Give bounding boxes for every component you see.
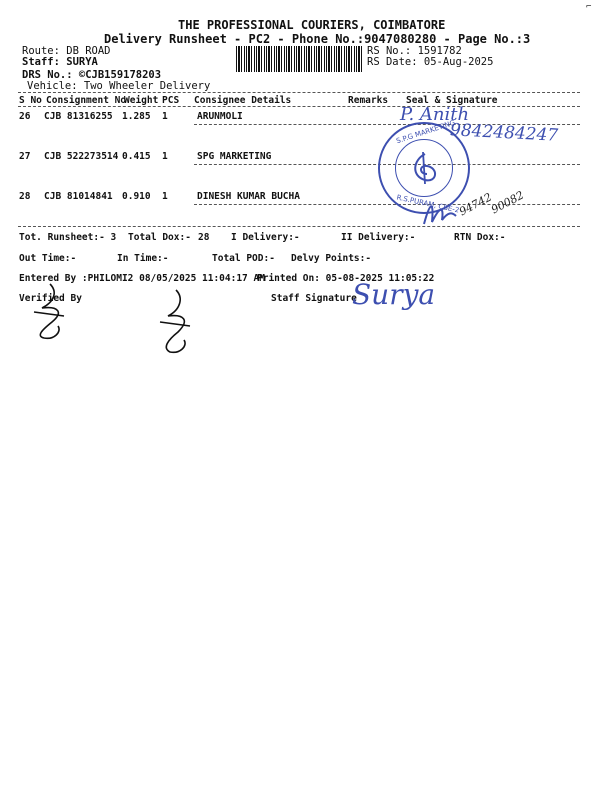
stamp-top-text: S.P.G MARKETING: [395, 118, 457, 146]
handwritten-phone-1: 9842484247: [449, 120, 559, 146]
route-label: Route: DB ROAD: [22, 45, 111, 57]
stamp-bottom-text: R.S.PURAM, CBE-2: [395, 193, 460, 215]
table-row-consignee: SPG MARKETING: [197, 151, 272, 162]
i-delivery: I Delivery:-: [231, 232, 300, 243]
table-row-consignee: DINESH KUMAR BUCHA: [197, 191, 300, 202]
table-row-pcs: 1: [162, 151, 168, 162]
table-row-pcs: 1: [162, 111, 168, 122]
staff-handwritten-signature: Surya: [352, 278, 436, 311]
table-row-sno: 27: [19, 151, 31, 162]
out-time: Out Time:-: [19, 253, 77, 264]
table-row-weight: 0.910: [122, 191, 151, 202]
col-seal: Seal & Signature: [406, 95, 498, 106]
staff-signature-label: Staff Signature: [271, 293, 357, 304]
ii-delivery: II Delivery:-: [341, 232, 416, 243]
table-row-pcs: 1: [162, 191, 168, 202]
col-remarks: Remarks: [348, 95, 389, 106]
total-dox-value: 28: [198, 232, 210, 243]
table-row-sno: 28: [19, 191, 31, 202]
col-consignee: Consignee Details: [194, 95, 292, 106]
table-row-consignment: CJB 81316255: [44, 111, 113, 122]
table-bottom-rule: [18, 226, 580, 227]
barcode: [236, 46, 362, 72]
table-row-consignment: CJB 522273514: [44, 151, 119, 162]
staff-label: Staff: SURYA: [22, 56, 98, 68]
stamp-center-mark: [405, 150, 445, 186]
rs-number: RS No.: 1591782: [367, 45, 462, 57]
company-title: THE PROFESSIONAL COURIERS, COIMBATORE: [178, 18, 446, 32]
rtn-dox: RTN Dox:-: [454, 232, 506, 243]
runsheet-subtitle: Delivery Runsheet - PC2 - Phone No.:9047080280 - Page No.:3: [104, 32, 531, 46]
verifier-signature-1: [28, 282, 72, 342]
total-dox-label: Total Dox:-: [128, 232, 191, 243]
table-row-weight: 1.285: [122, 111, 151, 122]
rs-date: RS Date: 05-Aug-2025: [367, 56, 494, 68]
table-row-sno: 26: [19, 111, 31, 122]
printed-on: Printed On: 05-08-2025 11:05:22: [257, 273, 435, 284]
verified-by: Verified By: [19, 293, 82, 304]
total-pod: Total POD:-: [212, 253, 275, 264]
table-row-consignment: CJB 81014841: [44, 191, 113, 202]
signature-scribble: [420, 196, 460, 230]
verifier-signature-2: [156, 288, 196, 356]
col-weight: Weight: [124, 95, 159, 106]
table-row-consignee: ARUNMOLI: [197, 111, 243, 122]
handwritten-phone-2a: 94742: [456, 190, 495, 219]
tot-runsheet: Tot. Runsheet:- 3: [19, 232, 117, 243]
top-signature: P. Anith: [400, 104, 470, 125]
header-bottom-rule: [18, 106, 580, 107]
col-sno: S No: [19, 95, 42, 106]
col-consignment: Consignment No: [46, 95, 127, 106]
corner-mark: ⌐: [586, 2, 592, 12]
header-top-rule: [18, 92, 580, 93]
in-time: In Time:-: [117, 253, 169, 264]
row-rule: [194, 204, 580, 205]
drs-number: DRS No.: ©CJB159178203: [22, 69, 162, 81]
delvy-points: Delvy Points:-: [291, 253, 372, 264]
entered-by: Entered By :PHILOMI2 08/05/2025 11:04:17 AM: [19, 273, 265, 284]
vehicle-label: Vehicle: Two Wheeler Delivery: [27, 80, 211, 92]
table-row-weight: 0.415: [122, 151, 151, 162]
handwritten-phone-2b: 90082: [488, 188, 527, 217]
col-pcs: PCS: [162, 95, 180, 106]
